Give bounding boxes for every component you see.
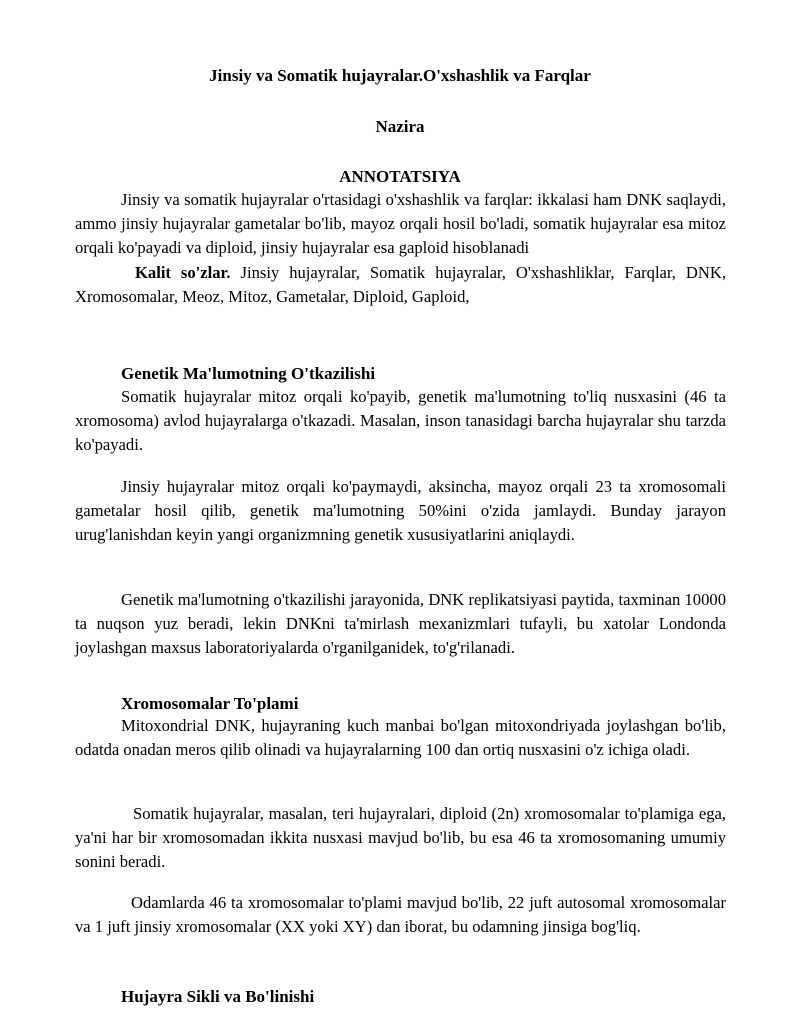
keywords-paragraph <box>75 261 726 309</box>
paragraph: Genetik ma'lumotning o'tkazilishi jarayonida, DNK replikatsiyasi paytida, taxminan 10000 ta nuqson yuz beradi, lekin DNKni ta'mirlash mexanizmlari tufayli, bu xatolar Londonda joylashgan maxsus laboratoriyalarda o'rganilganidek, to'g'rilanadi. <box>75 590 726 657</box>
annotation-heading: ANNOTATSIYA <box>339 167 461 186</box>
paragraph: Somatik hujayralar mitoz orqali ko'payib, genetik ma'lumotning to'liq nusxasini (46 ta xromosoma) avlod hujayralarga o'tkazadi. Masalan, inson tanasidagi barcha hujayralar shu tarzda ko'payadi. <box>75 387 726 454</box>
document-title: Jinsiy va Somatik hujayralar.O'xshashlik va Farqlar <box>209 66 591 85</box>
annotation-paragraph <box>75 188 726 259</box>
keywords-text: Jinsiy hujayralar, Somatik hujayralar, O'xshashliklar, Farqlar, DNK, Xromosomalar, Meoz, Mitoz, Gametalar, Diploid, Gaploid, <box>75 263 726 306</box>
paragraph: Jinsiy hujayralar mitoz orqali ko'paymaydi, aksincha, mayoz orqali 23 ta xromosomali gametalar hosil qilib, genetik ma'lumotning 50%ini o'zida jamlaydi. Bunday jarayon urug'lanishdan keyin yangi organizmning genetik xususiyatlarini aniqlaydi. <box>75 477 726 544</box>
keywords-label: Kalit so'zlar. <box>135 263 231 282</box>
paragraph: Mitoxondrial DNK, hujayraning kuch manbai bo'lgan mitoxondriyada joylashgan bo'lib, odatda onadan meros qilib olinadi va hujayralarning 100 dan ortiq nusxasini o'z ichiga oladi. <box>75 716 726 759</box>
annotation-text: Jinsiy va somatik hujayralar o'rtasidagi o'xshashlik va farqlar: ikkalasi ham DNK saqlaydi, ammo jinsiy hujayralar gametalar bo'lib, mayoz orqali hosil bo'ladi, somatik hujayralar esa mitoz orqali ko'payadi va diploid, jinsiy hujayralar esa gaploid hisoblanadi <box>75 190 726 257</box>
section-heading-cell-cycle: Hujayra Sikli va Bo'linishi <box>121 987 315 1006</box>
section-heading-genetic-transfer: Genetik Ma'lumotning O'tkazilishi <box>121 364 376 383</box>
paragraph: Somatik hujayralar, masalan, teri hujayralari, diploid (2n) xromosomalar to'plamiga ega, ya'ni har bir xromosomadan ikkita nusxasi mavjud bo'lib, bu esa 46 ta xromosomaning umumiy sonini beradi. <box>75 804 726 871</box>
author-name: Nazira <box>375 117 425 136</box>
section-heading-chromosome-set: Xromosomalar To'plami <box>121 694 299 713</box>
paragraph: Odamlarda 46 ta xromosomalar to'plami mavjud bo'lib, 22 juft autosomal xromosomalar va 1 juft jinsiy xromosomalar (XX yoki XY) dan iborat, bu odamning jinsiga bog'liq. <box>75 893 726 936</box>
